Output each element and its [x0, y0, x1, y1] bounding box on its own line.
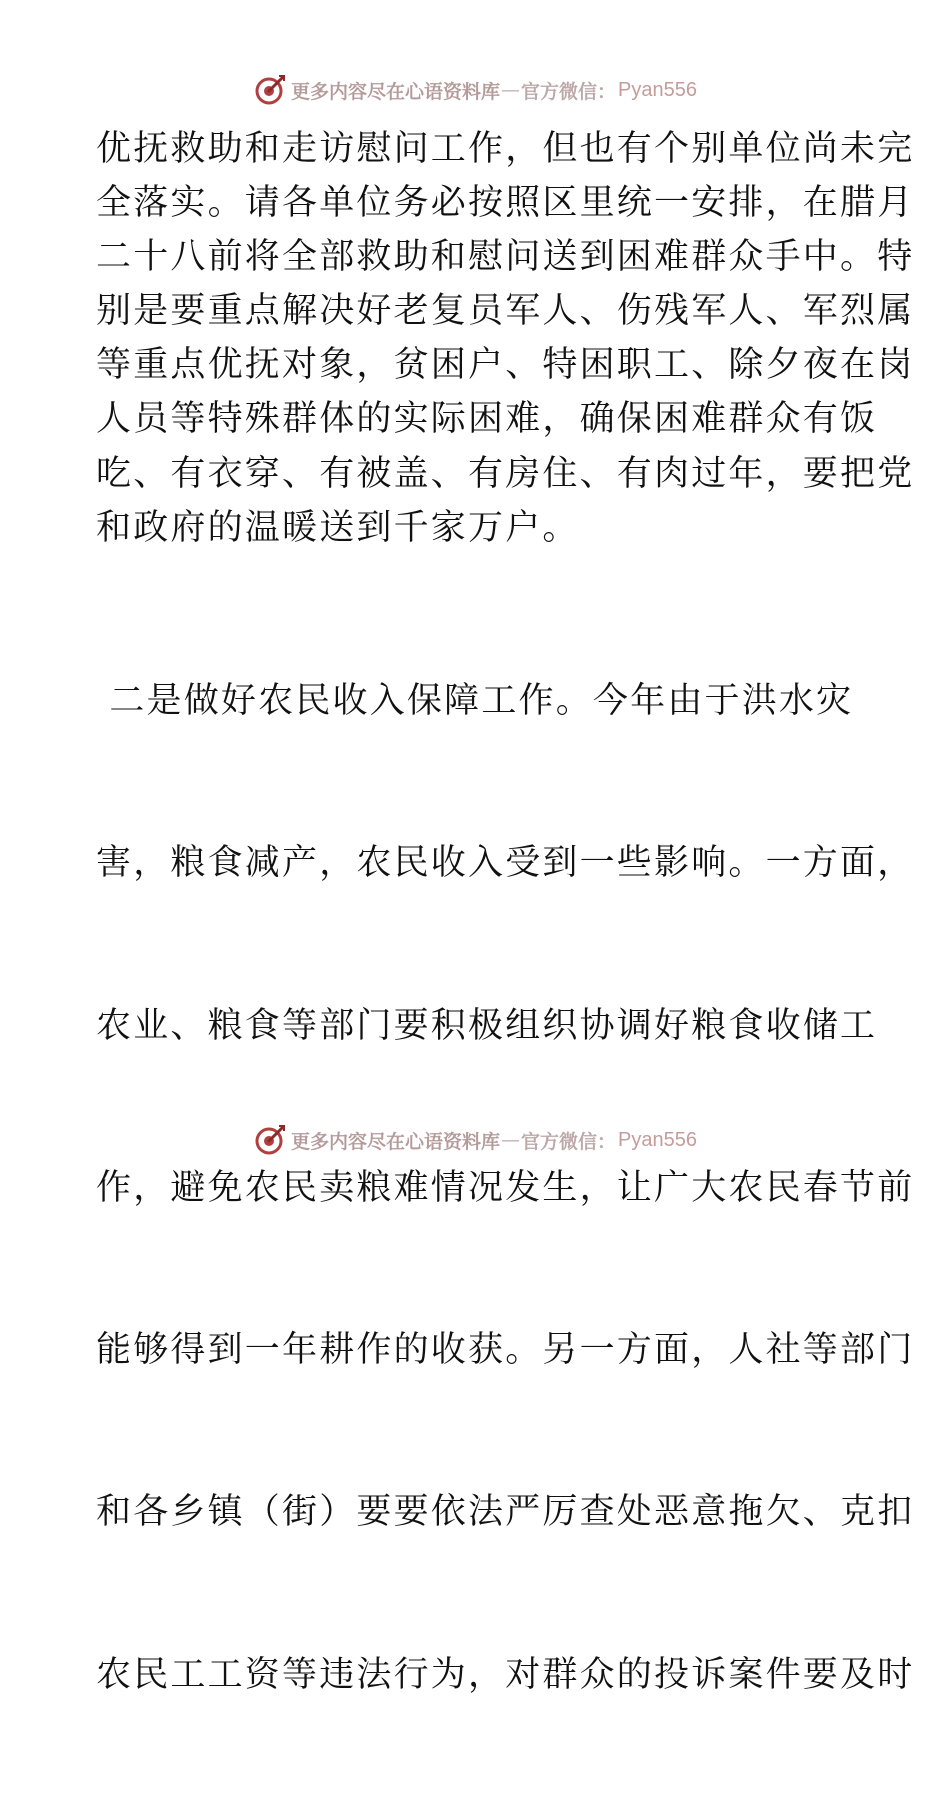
text-line: 优抚救助和走访慰问工作，但也有个别单位尚未完 [96, 129, 915, 169]
header-separator: — [501, 79, 521, 101]
footer-brand-text: 更多内容尽在心语资料库 [291, 1130, 501, 1153]
text-line: 人员等特殊群体的实际困难，确保困难群众有饭 [96, 399, 878, 440]
text-line: 农民工工资等违法行为，对群众的投诉案件要及时 [96, 1654, 915, 1695]
text-line: 别是要重点解决好老复员军人、伤残军人、军烈属 [96, 291, 915, 332]
brand-logo-icon [253, 73, 287, 107]
text-line: 能够得到一年耕作的收获。另一方面，人社等部门 [96, 1330, 915, 1371]
text-line: 二十八前将全部救助和慰问送到困难群众手中。特 [96, 237, 915, 278]
header-wechat-label: 官方微信： [521, 80, 617, 103]
text-line: 和政府的温暖送到千家万户。 [96, 507, 580, 548]
footer-separator: — [501, 1129, 521, 1151]
text-line: 和各乡镇（街）要要依法严厉查处恶意拖欠、克扣 [96, 1492, 915, 1533]
brand-logo-icon [253, 1123, 287, 1157]
header-brand-text: 更多内容尽在心语资料库 [291, 80, 501, 103]
text-line: 全落实。请各单位务必按照区里统一安排，在腊月 [96, 183, 915, 224]
text-line: 二是做好农民收入保障工作。今年由于洪水灾 [96, 680, 854, 721]
text-line: 吃、有衣穿、有被盖、有房住、有肉过年，要把党 [96, 453, 915, 494]
header-wechat-id: Pyan556 [618, 78, 697, 101]
text-line: 害，粮食减产，农民收入受到一些影响。一方面， [96, 843, 915, 884]
header-watermark [0, 70, 950, 110]
footer-wechat-id: Pyan556 [618, 1128, 697, 1151]
text-line: 作，避免农民卖粮难情况发生，让广大农民春节前 [96, 1167, 915, 1208]
paragraph-2 [96, 566, 915, 1810]
footer-wechat-label: 官方微信： [521, 1130, 617, 1153]
text-line: 等重点优抚对象，贫困户、特困职工、除夕夜在岗 [96, 345, 915, 386]
text-line: 农业、粮食等部门要积极组织协调好粮食收储工 [96, 1005, 878, 1046]
paragraph-1 [96, 122, 915, 555]
footer-watermark [0, 1120, 950, 1160]
document-body [96, 122, 915, 1810]
